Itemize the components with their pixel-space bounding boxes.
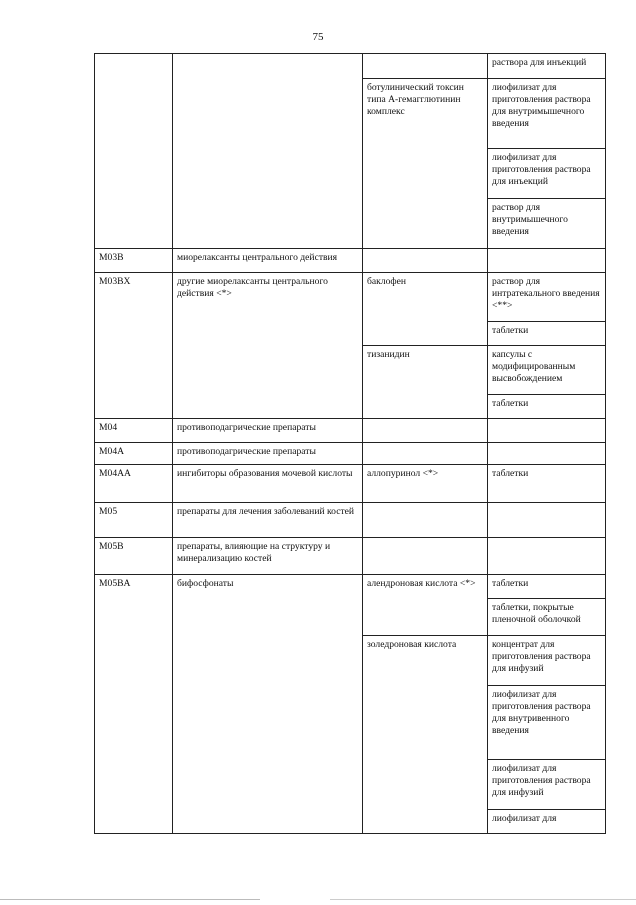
table-row <box>95 538 606 575</box>
dosage-form-cell: лиофилизат для приготовления раствора для внутривенного введения <box>488 686 606 760</box>
atc-code-cell: M05B <box>95 538 173 575</box>
group-name-cell: препараты для лечения заболеваний костей <box>173 503 363 538</box>
scan-edge-line <box>0 899 260 900</box>
dosage-form-cell: лиофилизат для приготовления раствора для инъекций <box>488 149 606 199</box>
group-name-cell: противоподагрические препараты <box>173 419 363 443</box>
group-name-cell: бифосфонаты <box>173 575 363 834</box>
drug-name-cell <box>363 503 488 538</box>
dosage-form-cell: раствор для внутримышечного введения <box>488 199 606 249</box>
table-row <box>95 273 606 322</box>
group-name-cell <box>173 54 363 249</box>
table-row <box>95 419 606 443</box>
dosage-form-cell <box>488 419 606 443</box>
drug-name-cell: ботулинический токсин типа А-гемагглютинин комплекс <box>363 79 488 249</box>
atc-code-cell <box>95 54 173 249</box>
dosage-form-cell: капсулы с модифицированным высвобождением <box>488 346 606 395</box>
table-row <box>95 443 606 465</box>
table-row <box>95 54 606 79</box>
drug-name-cell: аллопуринол <*> <box>363 465 488 503</box>
group-name-cell: препараты, влияющие на структуру и минерализацию костей <box>173 538 363 575</box>
dosage-form-cell: лиофилизат для приготовления раствора для инфузий <box>488 760 606 810</box>
dosage-form-cell: лиофилизат для <box>488 810 606 834</box>
atc-code-cell: M04A <box>95 443 173 465</box>
table-row <box>95 575 606 599</box>
atc-code-cell: M03BX <box>95 273 173 419</box>
dosage-form-cell: раствора для инъекций <box>488 54 606 79</box>
dosage-form-cell: концентрат для приготовления раствора для инфузий <box>488 636 606 686</box>
table-row <box>95 503 606 538</box>
dosage-form-cell: таблетки <box>488 575 606 599</box>
drug-list-table <box>94 53 606 834</box>
group-name-cell: миорелаксанты центрального действия <box>173 249 363 273</box>
group-name-cell: ингибиторы образования мочевой кислоты <box>173 465 363 503</box>
table-row <box>95 249 606 273</box>
dosage-form-cell: таблетки <box>488 465 606 503</box>
dosage-form-cell <box>488 249 606 273</box>
drug-name-cell <box>363 419 488 443</box>
atc-code-cell: M05BA <box>95 575 173 834</box>
drug-name-cell <box>363 54 488 79</box>
atc-code-cell: M03B <box>95 249 173 273</box>
scan-edge-line <box>330 899 636 900</box>
atc-code-cell: M04AA <box>95 465 173 503</box>
dosage-form-cell: раствор для интратекального введения <**> <box>488 273 606 322</box>
atc-code-cell: M05 <box>95 503 173 538</box>
dosage-form-cell <box>488 503 606 538</box>
group-name-cell: другие миорелаксанты центрального действия <*> <box>173 273 363 419</box>
drug-name-cell: алендроновая кислота <*> <box>363 575 488 636</box>
dosage-form-cell: лиофилизат для приготовления раствора для внутримышечного введения <box>488 79 606 149</box>
drug-name-cell <box>363 538 488 575</box>
drug-name-cell: золедроновая кислота <box>363 636 488 834</box>
dosage-form-cell <box>488 443 606 465</box>
drug-name-cell <box>363 443 488 465</box>
drug-name-cell: баклофен <box>363 273 488 346</box>
table-row <box>95 465 606 503</box>
drug-name-cell <box>363 249 488 273</box>
atc-code-cell: M04 <box>95 419 173 443</box>
drug-name-cell: тизанидин <box>363 346 488 419</box>
group-name-cell: противоподагрические препараты <box>173 443 363 465</box>
page-number: 75 <box>312 31 324 43</box>
dosage-form-cell <box>488 538 606 575</box>
dosage-form-cell: таблетки <box>488 322 606 346</box>
dosage-form-cell: таблетки <box>488 395 606 419</box>
dosage-form-cell: таблетки, покрытые пленочной оболочкой <box>488 599 606 636</box>
